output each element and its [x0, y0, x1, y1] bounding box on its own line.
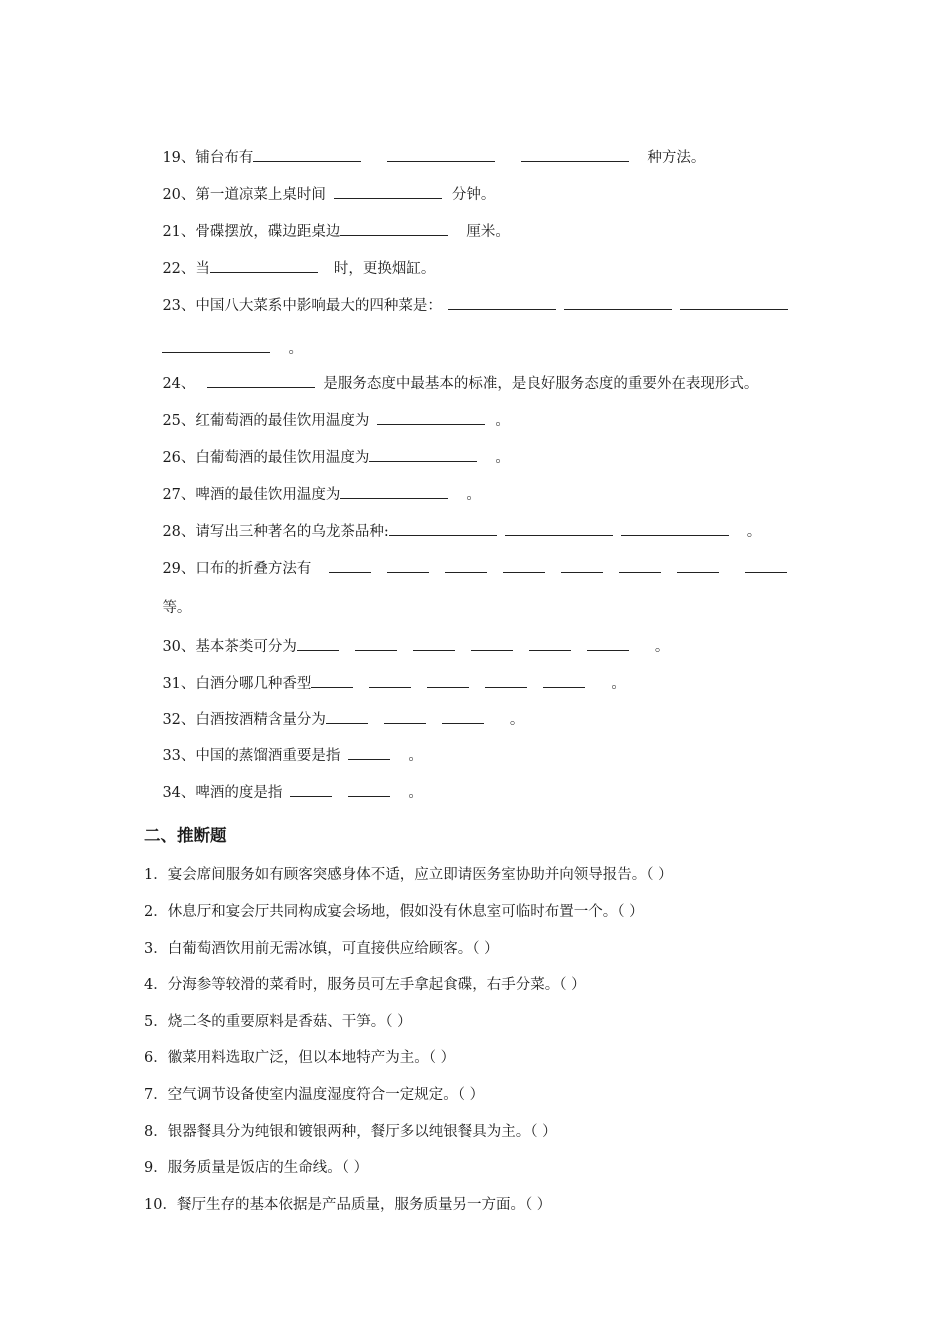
question-text: 32、白酒按酒精含量分为	[162, 712, 326, 728]
answer-blank[interactable]	[413, 636, 455, 651]
question-text: 30、基本茶类可分为	[162, 639, 297, 655]
question-tail: 。	[495, 413, 510, 429]
question-tail: 。	[611, 676, 626, 692]
answer-blank[interactable]	[210, 258, 318, 273]
answer-blank[interactable]	[162, 338, 270, 353]
answer-blank[interactable]	[564, 295, 672, 310]
answer-blank[interactable]	[677, 558, 719, 573]
question-tail: 。	[509, 712, 525, 728]
question-tail: 。	[495, 450, 510, 466]
judgement-item: 1．宴会席间服务如有顾客突感身体不适，应立即请医务室协助并向领导报告。（ ）	[144, 867, 673, 883]
question-tail: 等。	[162, 600, 192, 616]
answer-blank[interactable]	[334, 184, 442, 199]
question-text: 27、啤酒的最佳饮用温度为	[162, 487, 341, 503]
question-text: 20、第一道凉菜上桌时间	[162, 187, 326, 203]
judgement-item: 9．服务质量是饭店的生命线。（ ）	[144, 1160, 369, 1176]
answer-blank[interactable]	[442, 709, 484, 724]
judgement-item: 3．白葡萄酒饮用前无需冰镇，可直接供应给顾客。（ ）	[144, 941, 499, 957]
question-text: 21、骨碟摆放，碟边距桌边	[162, 224, 341, 240]
judgement-item: 5．烧二冬的重要原料是香菇、干笋。（ ）	[144, 1014, 412, 1030]
answer-blank[interactable]	[297, 636, 339, 651]
question-tail: 分钟。	[451, 187, 496, 203]
question-tail: 。	[288, 341, 303, 357]
answer-blank[interactable]	[587, 636, 629, 651]
question-tail: 。	[654, 639, 670, 655]
answer-blank[interactable]	[253, 147, 361, 162]
answer-blank[interactable]	[329, 558, 371, 573]
answer-blank[interactable]	[207, 373, 315, 388]
question-tail: 。	[746, 524, 762, 540]
answer-blank[interactable]	[485, 673, 527, 688]
answer-blank[interactable]	[355, 636, 397, 651]
question-text: 22、当	[162, 261, 210, 277]
answer-blank[interactable]	[448, 295, 556, 310]
judgement-item: 8．银器餐具分为纯银和镀银两种，餐厅多以纯银餐具为主。（ ）	[144, 1124, 557, 1140]
answer-blank[interactable]	[348, 745, 390, 760]
judgement-item: 6．徽菜用料选取广泛，但以本地特产为主。（ ）	[144, 1050, 456, 1066]
answer-blank[interactable]	[529, 636, 571, 651]
question-text: 19、铺台布有	[162, 150, 254, 166]
answer-blank[interactable]	[290, 782, 332, 797]
answer-blank[interactable]	[387, 147, 495, 162]
answer-blank[interactable]	[326, 709, 368, 724]
judgement-item: 4．分海参等较滑的菜肴时，服务员可左手拿起食碟，右手分菜。（ ）	[144, 977, 586, 993]
answer-blank[interactable]	[348, 782, 390, 797]
answer-blank[interactable]	[387, 558, 429, 573]
question-tail: 。	[466, 487, 481, 503]
question-tail: 。	[408, 748, 423, 764]
question-text: 26、白葡萄酒的最佳饮用温度为	[162, 450, 370, 466]
question-tail: 时，更换烟缸。	[333, 261, 436, 277]
section-heading: 二、推断题	[144, 826, 227, 845]
answer-blank[interactable]	[505, 521, 613, 536]
answer-blank[interactable]	[369, 447, 477, 462]
judgement-item: 2．休息厅和宴会厅共同构成宴会场地，假如没有休息室可临时布置一个。（ ）	[144, 904, 644, 920]
answer-blank[interactable]	[561, 558, 603, 573]
question-34	[144, 762, 810, 823]
answer-blank[interactable]	[471, 636, 513, 651]
question-tail: 种方法。	[647, 150, 706, 166]
question-text: 25、红葡萄酒的最佳饮用温度为	[162, 413, 370, 429]
answer-blank[interactable]	[311, 673, 353, 688]
answer-blank[interactable]	[680, 295, 788, 310]
question-text: 28、请写出三种著名的乌龙茶品种:	[162, 524, 389, 540]
question-tail: 厘米。	[466, 224, 510, 240]
answer-blank[interactable]	[621, 521, 729, 536]
answer-blank[interactable]	[619, 558, 661, 573]
answer-blank[interactable]	[377, 410, 485, 425]
answer-blank[interactable]	[384, 709, 426, 724]
question-text: 24、	[162, 376, 196, 392]
judgement-item: 7．空气调节设备使室内温度湿度符合一定规定。（ ）	[144, 1087, 485, 1103]
answer-blank[interactable]	[340, 484, 448, 499]
question-text: 29、口布的折叠方法有	[162, 561, 312, 577]
answer-blank[interactable]	[369, 673, 411, 688]
answer-blank[interactable]	[521, 147, 629, 162]
question-text: 23、中国八大菜系中影响最大的四种菜是：	[162, 298, 442, 314]
question-tail: 是服务态度中最基本的标准，是良好服务态度的重要外在表现形式。	[323, 376, 759, 392]
question-tail: 。	[408, 785, 423, 801]
answer-blank[interactable]	[503, 558, 545, 573]
question-text: 33、中国的蒸馏酒重要是指	[162, 748, 341, 764]
answer-blank[interactable]	[340, 221, 448, 236]
question-text: 31、白酒分哪几种香型	[162, 676, 312, 692]
answer-blank[interactable]	[389, 521, 497, 536]
question-text: 34、啤酒的度是指	[162, 785, 283, 801]
judgement-item: 10．餐厅生存的基本依据是产品质量，服务质量另一方面。（ ）	[144, 1197, 552, 1213]
answer-blank[interactable]	[745, 558, 787, 573]
answer-blank[interactable]	[445, 558, 487, 573]
answer-blank[interactable]	[427, 673, 469, 688]
answer-blank[interactable]	[543, 673, 585, 688]
